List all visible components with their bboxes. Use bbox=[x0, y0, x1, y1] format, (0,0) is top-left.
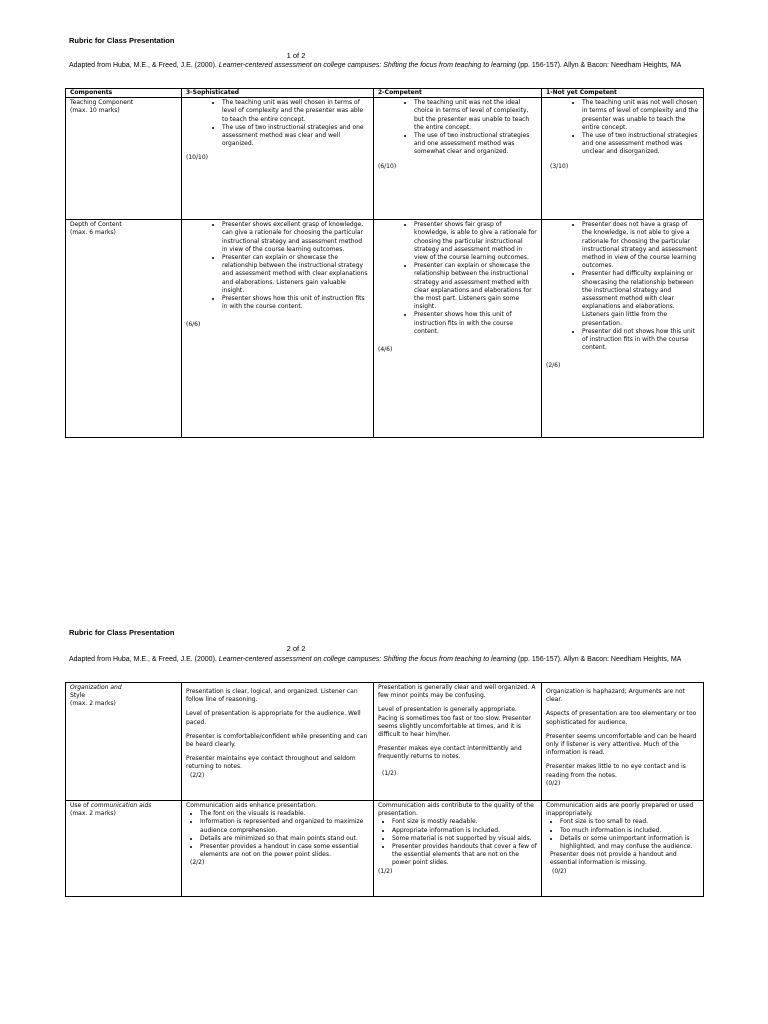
list-item: • Presenter does not have a grasp of the knowledge, is not able to give a rationale for choosing the particular instructional strategy and assessment method in view of the course learning outcomes. bbox=[582, 221, 699, 270]
score: (1/2) bbox=[382, 769, 397, 777]
level-cell bbox=[182, 801, 374, 897]
citation-title: Learner-centered assessment on college campuses: Shifting the focus from teaching to learning bbox=[218, 656, 516, 663]
score: (3/10) bbox=[550, 162, 569, 170]
criteria-text: Communication aids enhance presentation. bbox=[186, 802, 317, 809]
component-cell bbox=[66, 801, 182, 897]
score: (2/2) bbox=[190, 771, 205, 779]
criteria-text: Presenter maintains eye contact throughout and seldom returning to notes. bbox=[186, 755, 356, 771]
criteria-text: Communication aids are poorly prepared or used inappropriately. bbox=[546, 802, 694, 818]
component-name: Organization and bbox=[70, 684, 122, 691]
component-name bbox=[70, 802, 177, 810]
level-cell bbox=[542, 98, 704, 220]
level-cell bbox=[542, 220, 704, 438]
list-item: • The teaching unit was not well chosen in terms of level of complexity and the presenter was unable to teach the entire concept. bbox=[582, 99, 699, 132]
component-max: (max. 10 marks) bbox=[70, 107, 120, 115]
level-cell bbox=[542, 683, 704, 801]
component-cell bbox=[66, 98, 182, 220]
criteria-text: Presenter seems uncomfortable and can be heard only if listener is very attentive. Much of the information is read. bbox=[546, 732, 697, 757]
header-components: Components bbox=[66, 89, 182, 98]
citation bbox=[69, 61, 709, 70]
level-cell bbox=[182, 98, 374, 220]
list-item: • The use of two instructional strategies and one assessment method was clear and well organized. bbox=[222, 124, 369, 149]
citation-title: Learner-centered assessment on college campuses: Shifting the focus from teaching to learning bbox=[218, 62, 516, 69]
score: (0/2) bbox=[552, 867, 567, 875]
citation-publisher: (pp. 156-157). Allyn & Bacon: Needham Heights, MA bbox=[515, 62, 682, 69]
score: (4/6) bbox=[378, 346, 393, 354]
list-item: • The font on the visuals is readable. bbox=[200, 810, 369, 818]
component-name-italic: communication aids bbox=[90, 802, 152, 809]
citation-authors: Adapted from Huba, M.E., & Freed, J.E. (2000). bbox=[69, 62, 219, 69]
list-item: • Too much information is included. bbox=[560, 827, 699, 835]
rubric-table-1 bbox=[65, 88, 704, 438]
criteria-text: Level of presentation is generally appropriate. Pacing is sometimes too fast or too slow. Presenter seems slightly uncomfortable at times, and it is difficult to hear him/her. bbox=[378, 706, 531, 739]
rubric-table-2 bbox=[65, 682, 704, 897]
component-name: Depth of Content bbox=[70, 221, 122, 229]
citation bbox=[69, 655, 709, 664]
level-cell bbox=[182, 220, 374, 438]
list-item: • The teaching unit was not the ideal choice in terms of level of complexity, but the presenter was unable to teach the entire concept. bbox=[414, 99, 537, 132]
list-item: • Details are minimized so that main points stand out. bbox=[200, 835, 369, 843]
list-item: • Font size is mostly readable. bbox=[392, 818, 537, 826]
list-item: • The use of two instructional strategies and one assessment method was somewhat clear and organized. bbox=[414, 132, 537, 157]
header-sophisticated: 3-Sophisticated bbox=[182, 89, 374, 98]
score: (2/2) bbox=[190, 859, 205, 867]
component-max: (max. 6 marks) bbox=[70, 229, 116, 237]
criteria-text: Level of presentation is appropriate for the audience. Well paced. bbox=[186, 710, 361, 726]
level-cell bbox=[374, 801, 542, 897]
level-cell bbox=[374, 98, 542, 220]
list-item: • Presenter provides a handout in case some essential elements are not on the power point slides. bbox=[200, 843, 369, 859]
list-item: • The teaching unit was well chosen in terms of level of complexity and the presenter was able to teach the entire concept. bbox=[222, 99, 369, 124]
component-cell bbox=[66, 683, 182, 801]
list-item: • Presenter shows fair grasp of knowledge, is able to give a rationale for choosing the particular instructional strategy and assessment method in view of the course learning outcomes. bbox=[414, 221, 537, 262]
level-cell bbox=[374, 683, 542, 801]
page-number: 2 of 2 bbox=[286, 644, 306, 653]
header-row bbox=[66, 89, 704, 98]
component-cell bbox=[66, 220, 182, 438]
level-cell bbox=[374, 220, 542, 438]
table-row bbox=[66, 98, 704, 220]
criteria-text: Organization is haphazard; Arguments are not clear. bbox=[546, 688, 685, 704]
component-max: (max. 2 marks) bbox=[70, 810, 116, 818]
list-item: • The use of two instructional strategies and one assessment method was unclear and disorganized. bbox=[582, 132, 699, 157]
level-cell bbox=[182, 683, 374, 801]
list-item: • Presenter shows how this unit of instruction fits in with the course content. bbox=[222, 295, 369, 311]
criteria-text: Presenter makes little to no eye contact and is reading from the notes. bbox=[546, 763, 686, 779]
list-item: • Presenter shows how this unit of instruction fits in with the course content. bbox=[414, 311, 537, 336]
component-name: Teaching Component bbox=[70, 99, 134, 107]
score: (10/10) bbox=[186, 154, 208, 162]
page-number: 1 of 2 bbox=[286, 51, 306, 60]
header-not-yet-competent: 1-Not yet Competent bbox=[542, 89, 704, 98]
page-title: Rubric for Class Presentation bbox=[69, 36, 175, 45]
criteria-text: Communication aids contribute to the quality of the presentation. bbox=[378, 802, 534, 818]
list-item: • Presenter can explain or showcase the relationship between the instructional strategy and assessment method with clear explanations and elaborations for the most part. Listeners gain some insight. bbox=[414, 262, 537, 311]
level-cell bbox=[542, 801, 704, 897]
list-item: • Presenter had difficulty explaining or showcasing the relationship between the instructional strategy and assessment method with clear explanations and elaborations. Listeners gain little from the presentation. bbox=[582, 270, 699, 327]
citation-publisher: (pp. 156-157). Allyn & Bacon: Needham Heights, MA bbox=[515, 656, 682, 663]
criteria-text: Presenter does not provide a handout and essential information is missing. bbox=[550, 851, 677, 867]
component-max: (max. 2 marks) bbox=[70, 700, 116, 708]
score: (0/2) bbox=[546, 779, 561, 787]
component-name-prefix: Use of bbox=[70, 802, 91, 809]
criteria-text: Presenter is comfortable/confident while presenting and can be heard clearly. bbox=[186, 732, 368, 749]
list-item: • Presenter shows excellent grasp of knowledge, can give a rationale for choosing the particular instructional strategy and assessment method in view of the course learning outcomes. bbox=[222, 221, 369, 254]
list-item: • Details or some unimportant information is highlighted, and may confuse the audience. bbox=[560, 835, 699, 851]
list-item: • Presenter provides handouts that cover a few of the essential elements that are not on the power point slides. bbox=[392, 843, 537, 868]
list-item: • Appropriate information is included. bbox=[392, 827, 537, 835]
component-name-2: Style bbox=[70, 692, 86, 700]
table-row bbox=[66, 683, 704, 801]
criteria-text: Presentation is generally clear and well organized. A few minor points may be confusing. bbox=[378, 684, 536, 700]
score: (6/10) bbox=[378, 162, 397, 170]
citation-authors: Adapted from Huba, M.E., & Freed, J.E. (2000). bbox=[69, 656, 219, 663]
header-competent: 2-Competent bbox=[374, 89, 542, 98]
score: (6/6) bbox=[186, 321, 201, 329]
list-item: • Some material is not supported by visual aids. bbox=[392, 835, 537, 843]
criteria-text: Presentation is clear, logical, and organized. Listener can follow line of reasoning. bbox=[186, 688, 358, 704]
page-title: Rubric for Class Presentation bbox=[69, 628, 175, 637]
criteria-text: Aspects of presentation are too elementary or too sophisticated for audience. bbox=[546, 710, 697, 726]
criteria-text: Presenter makes eye contact intermittently and frequently returns to notes. bbox=[378, 745, 522, 761]
list-item: • Presenter can explain or showcase the relationship between the instructional strategy and assessment method with clear explanations and elaborations. Listeners gain valuable insight. bbox=[222, 254, 369, 295]
list-item: • Font size is too small to read. bbox=[560, 818, 699, 826]
list-item: • Presenter did not shows how this unit of instruction fits in with the course content. bbox=[582, 328, 699, 353]
table-row bbox=[66, 220, 704, 438]
list-item: • Information is represented and organized to maximize audience comprehension. bbox=[200, 818, 369, 834]
score: (1/2) bbox=[378, 867, 393, 875]
table-row bbox=[66, 801, 704, 897]
score: (2/6) bbox=[546, 362, 561, 370]
